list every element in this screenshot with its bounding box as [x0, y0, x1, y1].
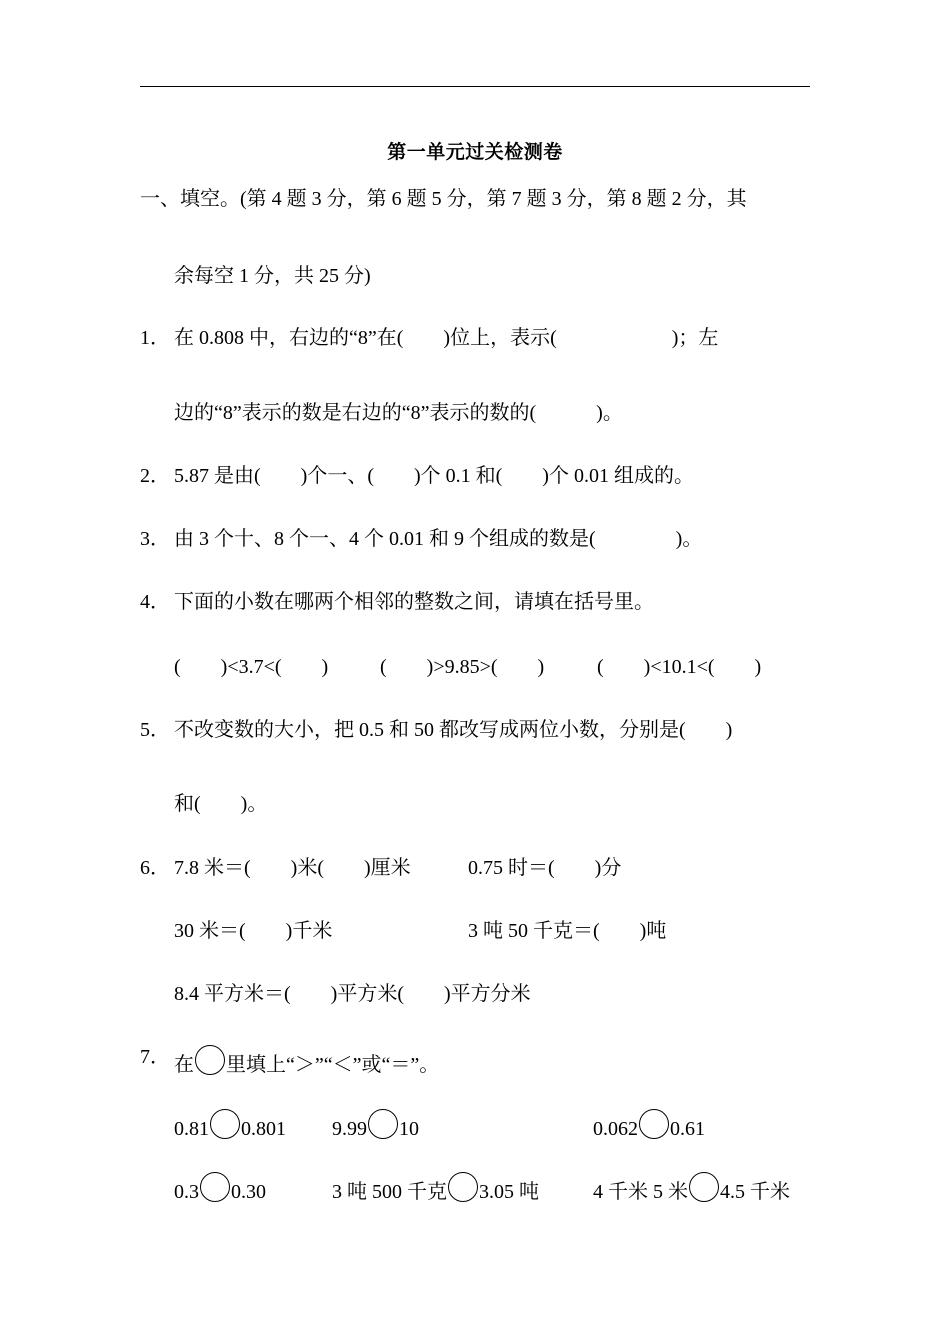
- q6-item-e: 8.4 平方米＝( )平方米( )平方分米: [174, 983, 531, 1005]
- q6-item-a: 7.8 米＝( )米( )厘米: [174, 857, 411, 879]
- q7-row2-item1: 0.3 0.30: [174, 1172, 266, 1204]
- compare-circle-input[interactable]: [448, 1172, 478, 1202]
- q1-line1: 在 0.808 中，右边的“8”在( )位上，表示( )；左: [174, 327, 719, 349]
- q6-item-d: 3 吨 50 千克＝( )吨: [468, 920, 667, 942]
- q4-item-2: ( )>9.85>( ): [380, 656, 545, 678]
- section-heading-line1: 一、填空。(第 4 题 3 分，第 6 题 5 分，第 7 题 3 分，第 8 题 2 分，其: [140, 188, 747, 210]
- compare-circle-input[interactable]: [368, 1109, 398, 1139]
- q7-row2-item3: 4 千米 5 米 4.5 千米: [593, 1172, 790, 1204]
- circle-icon: [195, 1045, 225, 1075]
- section-heading-line2: 余每空 1 分，共 25 分): [174, 265, 371, 287]
- q7-row1-item2: 9.99 10: [332, 1109, 419, 1141]
- header-rule: [140, 86, 810, 87]
- q4-line1: 下面的小数在哪两个相邻的整数之间，请填在括号里。: [174, 591, 654, 613]
- q7-row1-item3: 0.062 0.61: [593, 1109, 705, 1141]
- q1-number: 1．: [140, 327, 170, 349]
- q4-item-3: ( )<10.1<( ): [597, 656, 762, 678]
- q2-number: 2．: [140, 465, 170, 487]
- q5-line2: 和( )。: [174, 793, 268, 815]
- compare-circle-input[interactable]: [689, 1172, 719, 1202]
- page-title: 第一单元过关检测卷: [387, 142, 563, 163]
- q2-line1: 5.87 是由( )个一、( )个 0.1 和( )个 0.01 组成的。: [174, 465, 694, 487]
- q1-line2: 边的“8”表示的数是右边的“8”表示的数的( )。: [174, 402, 623, 424]
- q5-line1: 不改变数的大小，把 0.5 和 50 都改写成两位小数，分别是( ): [174, 719, 733, 741]
- q4-number: 4．: [140, 591, 170, 613]
- q6-item-c: 30 米＝( )千米: [174, 920, 333, 942]
- q7-number: 7．: [140, 1046, 170, 1068]
- q7-row2-item2: 3 吨 500 千克 3.05 吨: [332, 1172, 539, 1204]
- compare-circle-input[interactable]: [200, 1172, 230, 1202]
- q4-item-1: ( )<3.7<( ): [174, 656, 329, 678]
- compare-circle-input[interactable]: [210, 1109, 240, 1139]
- q7-intro: 在 里填上“＞”“＜”或“＝”。: [174, 1045, 439, 1077]
- q5-number: 5．: [140, 719, 170, 741]
- q6-item-b: 0.75 时＝( )分: [468, 857, 622, 879]
- compare-circle-input[interactable]: [639, 1109, 669, 1139]
- q3-number: 3．: [140, 528, 170, 550]
- q6-number: 6．: [140, 857, 170, 879]
- q3-line1: 由 3 个十、8 个一、4 个 0.01 和 9 个组成的数是( )。: [174, 528, 703, 550]
- q7-row1-item1: 0.81 0.801: [174, 1109, 286, 1141]
